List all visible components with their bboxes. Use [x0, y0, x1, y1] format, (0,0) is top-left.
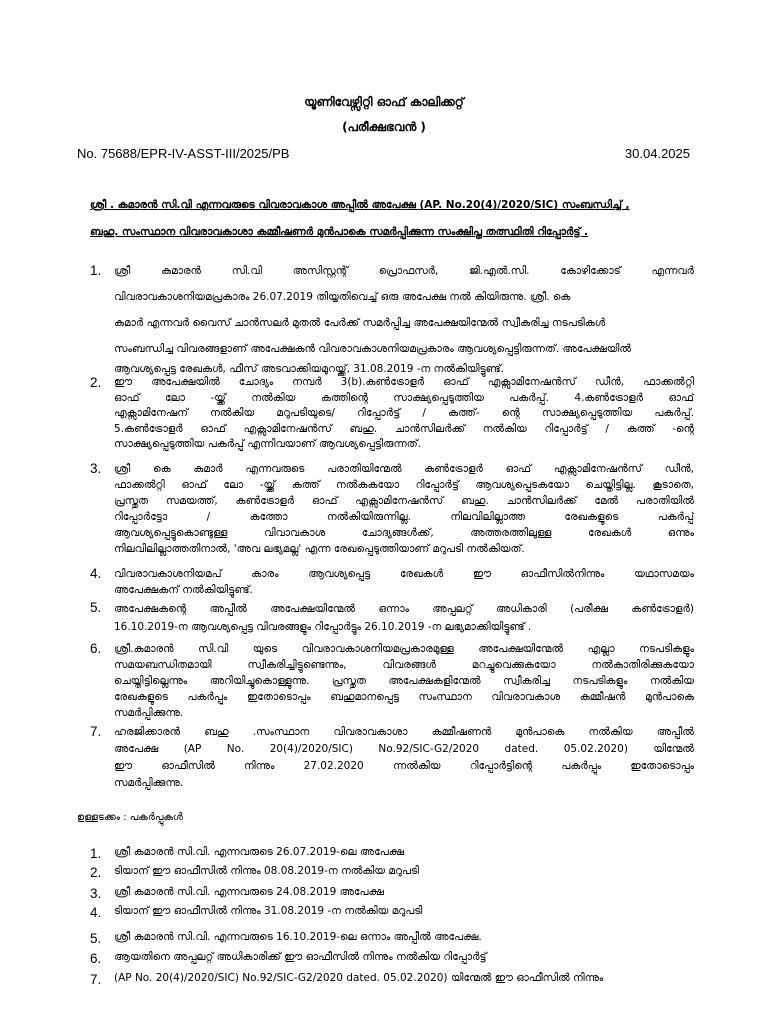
item-line: നിലവിലില്ലാത്തതിനാൽ, 'അവ ലഭ്യമല്ല' എന്ന രേഖപ്പെടുത്തിയാണ് മറുപടി നൽകിയത്. — [114, 543, 525, 555]
enclosure-text: ടിയാന് ഈ ഓഫീസിൽ നിന്നും 31.08.2019 -ന നൽകിയ മറുപടി — [114, 905, 423, 917]
body-item-2 — [90, 375, 694, 453]
enclosures-heading: ഉള്ളടക്കം : പകർപ്പുകൾ — [77, 812, 183, 823]
enclosure-text: ശ്രീ കമാരൻ സി.വി. എന്നവരുടെ 16.10.2019-ലെ ഒന്നാം അപ്പീൽ അപേക്ഷ. — [114, 931, 482, 943]
enclosure-text: ആയതിനെ അപ്പലറ്റ് അധികാരിക്ക് ഈ ഓഫീസിൽ നിന്നും നൽകിയ റിപ്പോർട്ട് — [114, 951, 487, 963]
body-item-1 — [90, 263, 694, 377]
item-line: ഈ ഓഫീസിൽ നിന്നും 27.02.2020 ന്നൽകിയ റിപ്പോർട്ടിന്റെ പകർപ്പും ഇതോടൊപ്പം — [114, 760, 694, 772]
item-line: ഓഫ് ലോ -യ്ക്ക് നൽകിയ കത്തിന്റെ സാക്ഷ്യപ്പെടുത്തിയ പകർപ്പ്. 4.കൺട്രോളർ ഓഫ് — [114, 391, 694, 404]
item-line: റിപ്പോർട്ടോ / കത്തോ നൽകിയിരുന്നില്ല. നിലവിലില്ലാത്ത രേഖകളുടെ പകർപ്പ് — [114, 511, 694, 523]
item-number: 1. — [90, 846, 102, 861]
item-line: ശ്രീ കെ കമാർ എന്നവരുടെ പരാതിയിന്മേൽ കൺട്രോളർ ഓഫ് എക്സാമിനേഷൻസ് ഡീൻ, — [114, 463, 694, 475]
item-number: 5. — [90, 931, 102, 946]
item-line: ശ്രീ കമാരൻ സി.വി അസിസ്റ്റന്റ് പ്രൊഫസർ, ജി.എൽ.സി. കോഴിക്കോട് എന്നവർ — [114, 265, 694, 277]
item-number: 4. — [90, 566, 102, 581]
enclosure-item-7 — [90, 972, 694, 985]
item-line: ശ്രീ.കമാരൻ സി.വി യുടെ വിവരാവകാശനിയമപ്രകാരമുള്ള അപേക്ഷയിന്മേൽ എല്ലാ നടപടികളും — [114, 643, 694, 655]
item-line: കമാർ എന്നവർ വൈസ് ചാൻസലർ മുതൽ പേർക്ക് സമർപ്പിച്ച അപേക്ഷയിന്മേൽ സ്വീകരിച്ച നടപടികൾ — [114, 317, 606, 329]
subject-line-1: ശ്രീ . കമാരൻ സി.വി എന്നവരുടെ വിവരാവകാശ അപ്പീൽ അപേക്ഷ (AP. No.20(4)/2020/SIC) സംബന്ധിച്ച് , — [90, 199, 630, 211]
enclosure-item-5 — [90, 931, 694, 944]
subject-line-2: ബഹു. സംസ്ഥാന വിവരാവകാശാ കമ്മീഷണർ മുൻപാകെ സമർപ്പിക്കുന്ന സംക്ഷിപ്ത തത്സ്ഥിതി റിപ്പോർട്ട് . — [90, 226, 589, 238]
item-line: സമർപ്പിക്കുന്നു. — [114, 707, 184, 719]
item-line: അപേക്ഷ (AP No. 20(4)/2020/SIC) No.92/SIC-G2/2020 dated. 05.02.2020) യിന്മേൽ — [114, 743, 694, 755]
item-line: അപേക്ഷകന്റെ അപ്പീൽ അപേക്ഷയിന്മേൽ ഒന്നാം അപ്പലറ്റ് അധികാരി (പരീക്ഷ കൺട്രോളർ) — [114, 603, 694, 615]
enclosure-text: (AP No. 20(4)/2020/SIC) No.92/SIC-G2/2020 dated. 05.02.2020) യിന്മേൽ ഈ ഓഫീസിൽ നിന്നും — [114, 972, 604, 984]
item-line: രേഖകളുടെ പകർപ്പും ഇതോടൊപ്പം ബഹുമാനപ്പെട്ട സംസ്ഥാന വിവരാവകാശ കമ്മീഷൻ മുൻപാകെ — [114, 691, 694, 703]
item-number: 7. — [90, 724, 102, 739]
item-number: 3. — [90, 886, 102, 901]
enclosure-item-2 — [90, 865, 694, 878]
item-number: 3. — [90, 461, 102, 476]
item-line: ഈ അപേക്ഷയിൽ ചോദ്യം നമ്പർ 3(b).കൺട്രോളർ ഓഫ് എക്സാമിനേഷൻസ് ഡീൻ, ഫാക്കൽറ്റി — [114, 376, 694, 388]
item-line: 16.10.2019-ന ആവശ്യപ്പെട്ട വിവരങ്ങളും റിപ്പോർട്ടും 26.10.2019 -ന ലഭ്യമാക്കിയിട്ടുണ്ട് . — [114, 621, 532, 633]
item-number: 7. — [90, 972, 102, 987]
enclosure-item-4 — [90, 905, 694, 918]
body-item-5 — [90, 600, 694, 636]
item-line: ഫാക്കൽറ്റി ഓഫ് ലോ -യ്ക്ക് കത്ത് നൽകകയോ റിപ്പോർട്ട് ആവശ്യപ്പെടകയോ ചെയ്തിട്ടില്ല. കൂടാതെ, — [114, 479, 694, 491]
item-number: 4. — [90, 905, 102, 920]
enclosure-text: ടിയാന് ഈ ഓഫീസിൽ നിന്നും 08.08.2019-ന നൽകിയ മറുപടി — [114, 865, 419, 877]
enclosure-item-3 — [90, 886, 694, 899]
enclosure-item-6 — [90, 951, 694, 964]
body-item-6 — [90, 641, 694, 721]
item-line: 5.കൺട്രോളർ ഓഫ് എക്സാമിനേഷൻസ് ബഹു. ചാൻസിലർക്ക് നൽകിയ റിപ്പോർട്ട് / കത്ത് -ന്റെ — [114, 422, 694, 435]
item-line: എക്സാമിനേഷന് നൽകിയ മറുപടിയുടെ/ റിപ്പോർട്ട് / കത്ത്- ന്റെ സാക്ഷ്യപ്പെടുത്തിയ പകർപ്പ്. — [114, 407, 694, 419]
item-line: വിവരാവകാശനിയമപ്രകാരം 26.07.2019 തിയ്യതിവെച്ച് ഒരു അപേക്ഷ നൽ കിയിരുന്നു. ശ്രീ. കെ — [114, 291, 571, 303]
item-line: ആവശ്യപ്പെട്ടുകൊണ്ടുള്ള വിവാവകാശ ചോദ്യങ്ങൾക്ക്, അത്തരത്തിലുള്ള രേഖകൾ ഒന്നും — [114, 527, 694, 539]
item-number: 1. — [90, 263, 102, 278]
item-number: 5. — [90, 600, 102, 615]
body-item-3 — [90, 461, 694, 557]
item-line: സമർപ്പിക്കുന്നു. — [114, 777, 184, 789]
item-number: 2. — [90, 375, 102, 390]
item-line: ആവശ്യപ്പെട്ട രേഖകൾ, ഫീസ് അടവാക്കിയമുറയ്ക്ക്, 31.08.2019 -ന നൽകിയിട്ടുണ്ട്. — [114, 363, 505, 375]
item-number: 6. — [90, 951, 102, 966]
office-title: (പരീക്ഷഭവൻ ) — [342, 120, 426, 134]
item-line: അപേക്ഷകന് നൽകിയിട്ടുണ്ട്. — [114, 584, 253, 596]
reference-number: No. 75688/EPR-IV-ASST-III/2025/PB — [77, 146, 290, 161]
item-line: ഹരജിക്കാരൻ ബഹു .സംസ്ഥാന വിവരാവകാശാ കമ്മീഷണൻ മുൻപാകെ നൽകിയ അപ്പീൽ — [114, 726, 694, 738]
item-number: 2. — [90, 865, 102, 880]
enclosure-text: ശ്രീ കമാരൻ സി.വി. എന്നവരുടെ 24.08.2019 അപേക്ഷ — [114, 886, 384, 898]
item-line: ചെയ്തിട്ടില്ലെന്നും അറിയിച്ചുകൊള്ളുന്നു. പ്രസ്തുത അപേക്ഷകളിന്മേൽ സ്വീകരിച്ച നടപടികളും നൽകിയ — [114, 675, 694, 687]
item-number: 6. — [90, 641, 102, 656]
body-item-7 — [90, 724, 694, 792]
enclosure-item-1 — [90, 846, 694, 859]
item-line: വിവരാവകാശനിയമപ് കാരം ആവശ്യപ്പെട്ട രേഖകൾ ഈ ഓഫീസിൽനിന്നും യഥാസമയം — [114, 568, 694, 580]
reference-date: 30.04.2025 — [624, 146, 690, 161]
university-title: യൂണിവേഴ്സിറ്റി ഓഫ് കാലിക്കറ്റ് — [304, 95, 464, 109]
item-line: സംബന്ധിച്ച വിവരങ്ങളാണ് അപേക്ഷകൻ വിവരാവകാശനിയമപ്രകാരം ആവശ്യപ്പെട്ടിരുന്നത്. അപേക്ഷയിൽ — [114, 343, 632, 355]
enclosure-text: ശ്രീ കമാരൻ സി.വി. എന്നവരുടെ 26.07.2019-ലെ അപേക്ഷ — [114, 846, 405, 858]
item-line: സമയബന്ധിതമായി സ്വീകരിച്ചിട്ടുണ്ടെന്നും, വിവരങ്ങൾ മറച്ചുവെക്കുകയോ നൽകാതിരിക്കുകയോ — [114, 659, 694, 671]
body-item-4 — [90, 566, 694, 598]
item-line: പ്രസ്തുത സമയത്ത്, കൺട്രോളർ ഓഫ് എക്സാമിനേഷൻസ് ബഹു. ചാൻസിലർക്ക് മേൽ പരാതിയിൽ — [114, 495, 694, 507]
item-line: സാക്ഷ്യപ്പെടുത്തിയ പകർപ്പ് എന്നിവയാണ് ആവശ്യപ്പെട്ടിരുന്നത്. — [114, 438, 422, 450]
